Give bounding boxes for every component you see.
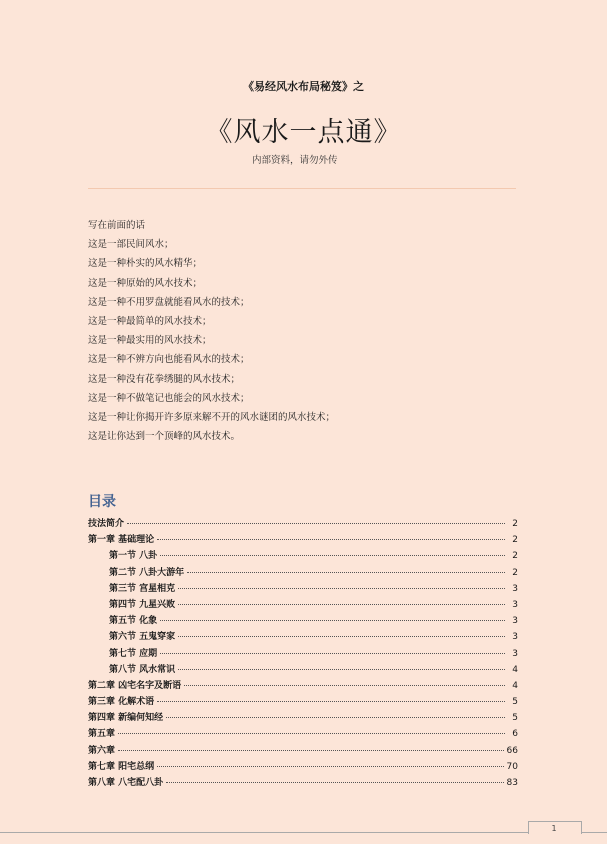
toc-entry-title: 第五章 bbox=[88, 729, 116, 740]
toc-entry-title: 第七章 阳宅总纲 bbox=[88, 761, 155, 772]
series-title: 《易经风水布局秘笈》之 bbox=[243, 80, 364, 93]
footer-rule bbox=[0, 832, 607, 833]
toc-entry[interactable] bbox=[88, 726, 518, 742]
toc-entry[interactable] bbox=[88, 565, 518, 581]
preface-line: 这是让你达到一个顶峰的风水技术。 bbox=[88, 431, 241, 443]
toc-leader-dots bbox=[160, 555, 505, 556]
preface-line: 这是一种没有花拳绣腿的风水技术； bbox=[88, 373, 241, 385]
document-title: 《风水一点通》 bbox=[205, 117, 402, 148]
toc-entry-title: 第三章 化解术语 bbox=[88, 697, 155, 708]
toc-entry[interactable] bbox=[88, 581, 518, 597]
preface-line: 这是一种原始的风水技术； bbox=[88, 277, 203, 289]
toc-entry-title: 第六节 五鬼穿家 bbox=[109, 632, 176, 643]
toc-leader-dots bbox=[118, 733, 505, 734]
preface-line: 这是一种最实用的风水技术； bbox=[88, 335, 212, 347]
toc-entry-page: 66 bbox=[506, 745, 518, 756]
toc-leader-dots bbox=[157, 766, 503, 767]
toc-entry[interactable] bbox=[88, 710, 518, 726]
toc-leader-dots bbox=[160, 620, 505, 621]
toc-entry-title: 第四节 九星兴败 bbox=[109, 599, 176, 610]
toc-entry-page: 4 bbox=[512, 680, 518, 691]
toc-entry-page: 3 bbox=[512, 583, 518, 594]
toc-entry[interactable] bbox=[88, 743, 518, 759]
toc-entry[interactable] bbox=[88, 662, 518, 678]
toc-leader-dots bbox=[157, 539, 505, 540]
toc-leader-dots bbox=[157, 701, 505, 702]
toc-entry-title: 第一章 基础理论 bbox=[88, 535, 155, 546]
toc-entry-page: 70 bbox=[506, 761, 518, 772]
toc-leader-dots bbox=[166, 782, 503, 783]
toc-entry-page: 4 bbox=[512, 664, 518, 675]
toc-entry-page: 3 bbox=[512, 616, 518, 627]
toc-heading: 目录 bbox=[88, 494, 116, 510]
preface-text bbox=[88, 216, 528, 446]
toc-entry-title: 第三节 宫星相克 bbox=[109, 583, 176, 594]
toc-entry-page: 6 bbox=[512, 729, 518, 740]
toc-entry-title: 第八节 风水常识 bbox=[109, 664, 176, 675]
preface-heading: 写在前面的话 bbox=[88, 220, 146, 231]
preface-line: 这是一种不辨方向也能看风水的技术； bbox=[88, 354, 250, 366]
toc-leader-dots bbox=[178, 604, 505, 605]
toc-entry-page: 3 bbox=[512, 599, 518, 610]
toc-leader-dots bbox=[127, 523, 505, 524]
toc-entry-title: 第五节 化象 bbox=[109, 616, 158, 627]
toc-entry[interactable] bbox=[88, 597, 518, 613]
toc-leader-dots bbox=[178, 588, 505, 589]
toc-leader-dots bbox=[184, 685, 505, 686]
toc-entry-page: 3 bbox=[512, 648, 518, 659]
preface-line: 这是一种不做笔记也能会的风水技术； bbox=[88, 392, 250, 404]
toc-leader-dots bbox=[187, 572, 505, 573]
toc-entry[interactable] bbox=[88, 532, 518, 548]
preface-line: 这是一种最简单的风水技术； bbox=[88, 315, 212, 327]
toc-entry[interactable] bbox=[88, 646, 518, 662]
preface-line: 这是一种让你揭开许多原来解不开的风水谜团的风水技术； bbox=[88, 411, 336, 423]
toc-leader-dots bbox=[118, 750, 504, 751]
toc-leader-dots bbox=[178, 636, 505, 637]
toc-entry-title: 第一节 八卦 bbox=[109, 551, 158, 562]
toc-entry-page: 3 bbox=[512, 632, 518, 643]
toc-entry-page: 2 bbox=[512, 535, 518, 546]
toc-entry[interactable] bbox=[88, 548, 518, 564]
preface-line: 这是一种不用罗盘就能看风水的技术； bbox=[88, 296, 250, 308]
toc-entry[interactable] bbox=[88, 775, 518, 791]
preface-line: 这是一部民间风水； bbox=[88, 239, 174, 251]
toc-entry[interactable] bbox=[88, 694, 518, 710]
toc-leader-dots bbox=[160, 653, 505, 654]
toc-entry-title: 第八章 八宅配八卦 bbox=[88, 778, 164, 788]
toc-entry-page: 5 bbox=[512, 713, 518, 724]
header-divider bbox=[88, 188, 516, 189]
toc-entry[interactable] bbox=[88, 629, 518, 645]
toc-entry-title: 第二节 八卦大游年 bbox=[109, 567, 185, 578]
toc-entry-title: 技法简介 bbox=[88, 519, 125, 529]
toc-entry-page: 2 bbox=[512, 519, 518, 529]
toc-entry-page: 5 bbox=[512, 697, 518, 708]
table-of-contents bbox=[88, 516, 518, 791]
toc-leader-dots bbox=[166, 717, 505, 718]
toc-entry-page: 83 bbox=[506, 778, 518, 788]
toc-entry-title: 第四章 新编何知经 bbox=[88, 713, 164, 724]
toc-entry[interactable] bbox=[88, 678, 518, 694]
page-number: 1 bbox=[551, 824, 557, 833]
toc-entry-title: 第六章 bbox=[88, 745, 116, 756]
toc-entry-page: 2 bbox=[512, 567, 518, 578]
toc-entry-title: 第七节 应期 bbox=[109, 648, 158, 659]
toc-leader-dots bbox=[178, 669, 505, 670]
toc-entry-page: 2 bbox=[512, 551, 518, 562]
document-subtitle: 内部资料，请勿外传 bbox=[252, 155, 338, 166]
toc-entry-title: 第二章 凶宅名字及断语 bbox=[88, 680, 182, 691]
toc-entry[interactable] bbox=[88, 759, 518, 775]
toc-entry[interactable] bbox=[88, 613, 518, 629]
preface-line: 这是一种朴实的风水精华； bbox=[88, 258, 203, 270]
toc-entry[interactable] bbox=[88, 516, 518, 532]
